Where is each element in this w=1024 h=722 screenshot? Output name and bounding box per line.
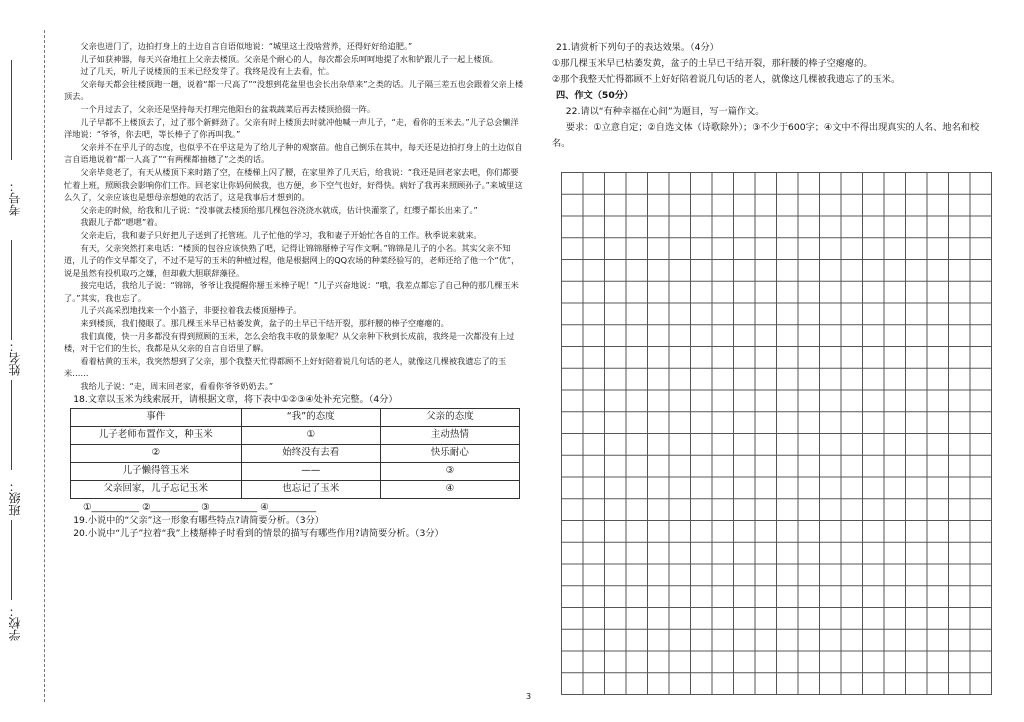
binding-margin xyxy=(0,0,50,722)
event-table xyxy=(70,408,520,499)
answer-blanks: ①__________ ②__________ ③__________ ④__________ xyxy=(83,501,317,513)
section-composition-heading: 四、作文（50分） xyxy=(556,90,634,101)
class-line xyxy=(11,380,12,470)
table-header-cell: 父亲的态度 xyxy=(380,408,519,426)
story-paragraph: 接完电话，我给儿子说：“锦锦，爷爷让我提醒你掰玉米棒子呢！”儿子兴奋地说：“哦，我差点都忘了自己种的那几棵玉米了。”其实，我也忘了。 xyxy=(64,280,519,303)
table-cell: 儿子老师布置作文，种玉米 xyxy=(71,426,242,444)
story-paragraph: 父亲每天都会往楼顶跑一趟，说着“都一尺高了”“没想到花盆里也会长出杂草来”之类的话。儿子隔三差五也会跟着父亲上楼顶去。 xyxy=(64,78,524,102)
table-header-cell: 事件 xyxy=(71,408,242,426)
question-21: 21.请赏析下列句子的表达效果。（4分） xyxy=(556,42,719,53)
story-paragraph: 儿子如获神器，每天兴奋地扛上父亲去楼顶。父亲是个耐心的人，每次都会乐呵呵地提了水和铲跟儿子一起上楼顶。 xyxy=(80,53,498,64)
table-cell: —— xyxy=(241,462,380,480)
composition-requirements: 要求：①立意自定；②自选文体（诗歌除外）；③不少于600字；④文中不得出现真实的人名、地名和校名。 xyxy=(552,122,980,149)
question-21-sentence-1: ①那几棵玉米早已枯萎发黄，盆子的土早已干结开裂，那秆腰的棒子空瘪瘪的。 xyxy=(552,58,873,69)
story-paragraph: 儿子兴高采烈地找来一个小篮子，非要拉着我去楼顶掰棒子。 xyxy=(80,305,302,316)
table-cell: 始终没有去看 xyxy=(241,444,380,462)
table-header-row xyxy=(71,408,520,426)
story-text xyxy=(64,40,524,393)
story-paragraph: 儿子早都不上楼顶去了，过了那个新鲜劲了。父亲有时上楼顶去时就冲他喊一声儿子，“走，看你的玉米去。”儿子总会懒洋洋地说：“爷爷，你去吧，等长棒子了你再叫我。” xyxy=(64,116,519,140)
page-number: 3 xyxy=(526,692,532,701)
table-cell: ① xyxy=(241,426,380,444)
table-header-cell: “我”的态度 xyxy=(241,408,380,426)
class-label: 班级： xyxy=(8,480,22,516)
school-label: 学校： xyxy=(8,605,22,641)
table-cell: 快乐耐心 xyxy=(380,444,519,462)
exam-no-line xyxy=(11,60,12,160)
table-cell: 儿子懒得管玉米 xyxy=(71,462,242,480)
story-paragraph: 父亲也进门了，边拍打身上的土边自言自语似地说：“城里这土没啥营养，还得好好给追肥。” xyxy=(80,41,413,51)
name-label: 姓名： xyxy=(8,340,22,376)
table-cell: ④ xyxy=(380,480,519,498)
table-row xyxy=(71,462,520,480)
name-line xyxy=(11,240,12,340)
right-column xyxy=(552,40,992,152)
story-paragraph: 父亲走的时候，给我和儿子说：“没事就去楼顶给那几棵包谷浇浇水就成，估计快灌浆了，红缨子都长出来了。” xyxy=(80,204,478,215)
story-paragraph: 我跟儿子都“嗯嗯”着。 xyxy=(80,217,163,228)
question-19: 19.小说中的“父亲”这一形象有哪些特点?请简要分析。（3分） xyxy=(73,515,324,527)
story-paragraph: 一个月过去了，父亲还是坚持每天打理完他阳台的盆栽蔬菜后再去楼顶拾掇一阵。 xyxy=(80,103,376,114)
question-21-sentence-2: ②那个我整天忙得都顾不上好好陪着说几句话的老人，就像这几棵被我遗忘了的玉米。 xyxy=(552,74,901,85)
table-row xyxy=(71,426,520,444)
story-paragraph: 父亲并不在乎儿子的态度，也似乎不在乎这是为了给儿子种的观察苗。他自己倒乐在其中，每天还是边拍打身上的土边似自言自语地说着“都一人高了”“有两棵都抽穗了”之类的话。 xyxy=(64,141,523,165)
cut-line xyxy=(44,30,45,702)
writing-grid[interactable] xyxy=(561,172,992,695)
table-cell: 父亲回家，儿子忘记玉米 xyxy=(71,480,242,498)
story-paragraph: 过了几天，听儿子说楼顶的玉米已经发芽了。我终是没有上去看，忙。 xyxy=(80,66,335,77)
table-cell: ③ xyxy=(380,462,519,480)
table-cell: ② xyxy=(71,444,242,462)
table-row xyxy=(71,444,520,462)
table-row xyxy=(71,480,520,498)
story-paragraph: 我给儿子说：“走，周末回老家，看看你爷爷奶奶去。” xyxy=(80,381,274,392)
story-paragraph: 看着枯黄的玉米，我突然想到了父亲，那个我整天忙得都顾不上好好陪着说几句话的老人，就像这几棵被我遗忘了的玉米…… xyxy=(64,355,507,379)
question-18: 18.文章以玉米为线索展开，请根据文章，将下表中①②③④处补充完整。（4分） xyxy=(73,393,398,405)
exam-no-label: 考号： xyxy=(8,180,22,216)
story-paragraph: 父亲走后，我和妻子只好把儿子送到了托管班。儿子忙他的学习，我和妻子开始忙各自的工作。秋季说来就来。 xyxy=(80,229,482,240)
story-paragraph: 有天，父亲突然打来电话：“楼顶的包谷应该快熟了吧，记得让锦锦掰棒子写作文啊。”锦锦是儿子的小名。其实父亲不知道，儿子的作文早都交了，不过不是写的玉米的种植过程，他是根据网上的QQ农场的种菜经验写的，老师还给了他一个“优”，说是虽然有投机取巧之嫌，但却截大胆联辞藻径。 xyxy=(64,242,520,278)
story-paragraph: 父亲毕竟老了，有天从楼顶下来时踏了空，在楼梯上闪了腰，在家里养了几天后，给我说：“我还是回老家去吧，你们都要忙着上班，照顾我会影响你们工作。回老家让你妈伺候我，也方便，乡下空气也好，好得快。病好了我再来照顾孙子。”来城里这么久了，父亲应该也是想母亲想她的农活了，这是我事后才想到的。 xyxy=(64,166,523,203)
school-line xyxy=(11,520,12,600)
left-column xyxy=(64,40,524,540)
table-cell: 也忘记了玉米 xyxy=(241,480,380,498)
story-paragraph: 来到楼顶，我们傻眼了。那几棵玉米早已枯萎发黄，盆子的土早已干结开裂，那秆腰的棒子空瘪瘪的。 xyxy=(80,318,449,329)
table-cell: 主动热情 xyxy=(380,426,519,444)
question-20: 20.小说中“儿子”拉着“我”上楼掰棒子时看到的情景的描写有哪些作用?请简要分析。（3分） xyxy=(73,528,444,540)
question-22: 22.请以“有种幸福在心间”为题目，写一篇作文。 xyxy=(565,106,765,117)
story-paragraph: 我们真傻，快一月多都没有得到照顾的玉米，怎么会给我丰收的景象呢？从父亲种下秋到长成前，我终是一次都没有上过楼，对于它们的生长，我都是从父亲的自言自语里了解。 xyxy=(64,330,515,354)
